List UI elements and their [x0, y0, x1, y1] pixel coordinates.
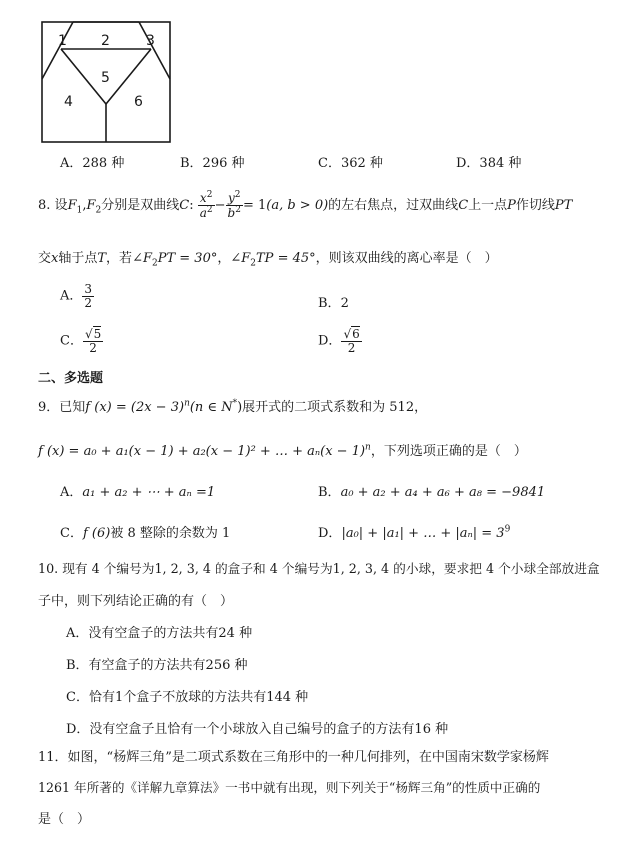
q10-option-d: D．没有空盒子且恰有一个小球放入自己编号的盒子的方法有16 种	[66, 722, 449, 737]
region-label-2: 2	[101, 33, 110, 49]
region-label-3: 3	[146, 33, 155, 49]
q7-option-b: B．296 种	[180, 156, 245, 171]
q8-option-c: C． $\frac{√5}{2}$	[60, 327, 102, 355]
q10-stem-line1: 10. 现有 4 个编号为1, 2, 3, 4 的盒子和 4 个编号为1, 2, 3, 4 的小球，要求把 4 个小球全部放进盒	[38, 561, 600, 576]
region-label-4: 4	[64, 94, 73, 110]
region-label-6: 6	[134, 94, 143, 110]
q8-stem-line2: 交x轴于点T，若$\angle F_2PT = 30^\circ$，$\angle F_2TP = 45^\circ$，则该双曲线的离心率是（ ）	[38, 251, 498, 269]
q9-option-a: A．a₁ + a₂ + ⋯ + aₙ =1	[60, 485, 216, 500]
q9-option-c: C．f (6)被 8 整除的余数为 1	[60, 526, 231, 541]
q7-option-c: C．362 种	[318, 156, 383, 171]
q11-stem-line3: 是（ ）	[38, 812, 91, 827]
q8-option-b: B．2	[318, 296, 349, 311]
region-coloring-figure	[38, 18, 174, 146]
q10-option-c: C．恰有1个盒子不放球的方法共有144 种	[66, 690, 309, 705]
q9-option-d: D．|a₀| + |a₁| + … + $|a_n| = 3^9$	[318, 524, 511, 541]
q8-option-d: D． $\frac{√6}{2}$	[318, 327, 360, 355]
q11-stem-line1: 11．如图，“杨辉三角”是二项式系数在三角形中的一种几何排列，在中国南宋数学家杨辉	[38, 750, 549, 765]
q9-stem-line2: f (x) = a₀ + a₁(x − 1) + a₂(x − 1)² + … + $a_n(x - 1)^n$，下列选项正确的是（ ）	[38, 442, 527, 459]
q9-option-b: B．a₀ + a₂ + a₄ + a₆ + a₈ = −9841	[318, 485, 546, 500]
region-label-5: 5	[101, 70, 110, 86]
q8-stem-line1: 8. 设$F_1,F_2$分别是双曲线C: $\frac{x^2}{a^2}$ − $\frac{y^2}{b^2}$ = 1(a, b > 0)的左右焦点，过双曲线C上一点P作切线PT	[38, 190, 573, 220]
q7-option-a: A．288 种	[60, 156, 125, 171]
q8-option-a: A． $\frac{3}{2}$	[60, 282, 93, 310]
q11-stem-line2: 1261 年所著的《详解九章算法》一书中就有出现，则下列关于“杨辉三角”的性质中正确的	[38, 780, 541, 795]
q7-option-d: D．384 种	[456, 156, 522, 171]
q10-stem-line2: 子中，则下列结论正确的有（ ）	[38, 594, 234, 609]
q10-option-a: A．没有空盒子的方法共有24 种	[66, 626, 253, 641]
section-title: 二、多选题	[38, 371, 104, 386]
q9-stem-line1: 9．已知f $(x) = (2x - 3)^n(n$ ∈ N*)展开式的二项式系数和为 512，	[38, 398, 428, 415]
q10-option-b: B．有空盒子的方法共有256 种	[66, 658, 248, 673]
region-label-1: 1	[58, 33, 67, 49]
